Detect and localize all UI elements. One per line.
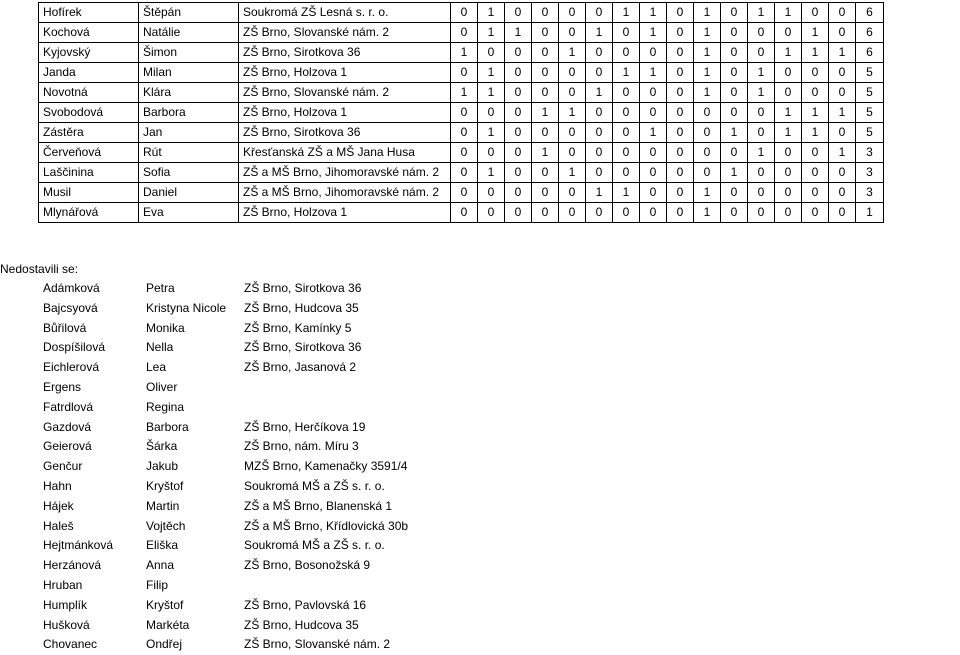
answer-cell: 0 bbox=[559, 183, 586, 203]
answer-cell: 1 bbox=[532, 103, 559, 123]
answer-cell: 0 bbox=[694, 143, 721, 163]
answer-cell: 1 bbox=[748, 63, 775, 83]
answer-cell: 0 bbox=[667, 163, 694, 183]
answer-cell: 0 bbox=[478, 143, 505, 163]
school: ZŠ Brno, nám. Míru 3 bbox=[244, 439, 359, 454]
school: ZŠ Brno, Kamínky 5 bbox=[244, 320, 352, 335]
last-name: Gazdová bbox=[43, 419, 92, 434]
answer-cell: 0 bbox=[775, 63, 802, 83]
last-name-cell: Hofírek bbox=[39, 3, 139, 23]
answer-cell: 0 bbox=[829, 183, 856, 203]
last-name: Hejtmánková bbox=[43, 538, 114, 553]
first-name: Barbora bbox=[146, 419, 189, 434]
school-cell: ZŠ Brno, Sirotkova 36 bbox=[239, 43, 451, 63]
answer-cell: 0 bbox=[829, 3, 856, 23]
answer-cell: 1 bbox=[829, 103, 856, 123]
answer-cell: 1 bbox=[478, 83, 505, 103]
last-name: Herzánová bbox=[43, 558, 102, 573]
answer-cell: 1 bbox=[478, 123, 505, 143]
answer-cell: 0 bbox=[829, 163, 856, 183]
answer-cell: 0 bbox=[505, 63, 532, 83]
first-name-cell: Eva bbox=[139, 203, 239, 223]
answer-cell: 1 bbox=[586, 23, 613, 43]
answer-cell: 0 bbox=[640, 103, 667, 123]
answer-cell: 0 bbox=[667, 43, 694, 63]
school: ZŠ Brno, Slovanské nám. 2 bbox=[244, 637, 391, 652]
school: ZŠ Brno, Jasanová 2 bbox=[244, 360, 357, 375]
answer-cell: 0 bbox=[748, 23, 775, 43]
answer-cell: 1 bbox=[505, 23, 532, 43]
last-name: Humplík bbox=[43, 597, 88, 612]
table-row bbox=[39, 43, 884, 63]
first-name: Filip bbox=[146, 577, 169, 592]
answer-cell: 0 bbox=[451, 143, 478, 163]
first-name: Markéta bbox=[146, 617, 190, 632]
answer-cell: 0 bbox=[667, 23, 694, 43]
answer-cell: 0 bbox=[802, 183, 829, 203]
first-name: Nella bbox=[146, 340, 174, 355]
school-cell: ZŠ Brno, Slovanské nám. 2 bbox=[239, 23, 451, 43]
last-name: Bajcsyová bbox=[43, 300, 98, 315]
answer-cell: 1 bbox=[478, 3, 505, 23]
answer-cell: 1 bbox=[829, 43, 856, 63]
last-name-cell: Kochová bbox=[39, 23, 139, 43]
answer-cell: 0 bbox=[505, 123, 532, 143]
table-row bbox=[39, 3, 884, 23]
answer-cell: 0 bbox=[559, 123, 586, 143]
answer-cell: 0 bbox=[505, 203, 532, 223]
answer-cell: 0 bbox=[721, 203, 748, 223]
total-score-cell: 1 bbox=[856, 203, 884, 223]
answer-cell: 1 bbox=[586, 83, 613, 103]
answer-cell: 1 bbox=[478, 23, 505, 43]
answer-cell: 1 bbox=[802, 123, 829, 143]
school-cell: ZŠ a MŠ Brno, Jihomoravské nám. 2 bbox=[239, 163, 451, 183]
school-cell: ZŠ a MŠ Brno, Jihomoravské nám. 2 bbox=[239, 183, 451, 203]
answer-cell: 0 bbox=[478, 43, 505, 63]
answer-cell: 0 bbox=[721, 43, 748, 63]
first-name: Kryštof bbox=[146, 478, 184, 493]
answer-cell: 1 bbox=[613, 3, 640, 23]
answer-cell: 1 bbox=[748, 143, 775, 163]
first-name-cell: Šimon bbox=[139, 43, 239, 63]
answer-cell: 0 bbox=[748, 103, 775, 123]
last-name-cell: Kyjovský bbox=[39, 43, 139, 63]
answer-cell: 1 bbox=[802, 103, 829, 123]
table-row bbox=[39, 203, 884, 223]
answer-cell: 1 bbox=[478, 163, 505, 183]
answer-cell: 1 bbox=[640, 23, 667, 43]
school: ZŠ Brno, Hudcova 35 bbox=[244, 617, 359, 632]
answer-cell: 1 bbox=[613, 183, 640, 203]
answer-cell: 1 bbox=[451, 83, 478, 103]
answer-cell: 1 bbox=[694, 83, 721, 103]
answer-cell: 1 bbox=[694, 63, 721, 83]
last-name-cell: Janda bbox=[39, 63, 139, 83]
school: ZŠ Brno, Sirotkova 36 bbox=[244, 340, 362, 355]
answer-cell: 0 bbox=[451, 63, 478, 83]
table-row bbox=[39, 163, 884, 183]
answer-cell: 1 bbox=[775, 43, 802, 63]
answer-cell: 1 bbox=[559, 43, 586, 63]
answer-cell: 0 bbox=[667, 83, 694, 103]
answer-cell: 0 bbox=[829, 83, 856, 103]
school-cell: ZŠ Brno, Sirotkova 36 bbox=[239, 123, 451, 143]
answer-cell: 0 bbox=[451, 3, 478, 23]
answer-cell: 0 bbox=[802, 3, 829, 23]
first-name: Kristyna Nicole bbox=[146, 300, 227, 315]
answer-cell: 1 bbox=[559, 103, 586, 123]
answer-cell: 0 bbox=[505, 183, 532, 203]
school: ZŠ Brno, Bosonožská 9 bbox=[244, 558, 371, 573]
school: MZŠ Brno, Kamenačky 3591/4 bbox=[244, 459, 408, 474]
answer-cell: 0 bbox=[451, 103, 478, 123]
answer-cell: 0 bbox=[478, 203, 505, 223]
first-name: Regina bbox=[146, 399, 185, 414]
first-name: Ondřej bbox=[146, 637, 183, 652]
answer-cell: 0 bbox=[667, 103, 694, 123]
answer-cell: 0 bbox=[532, 43, 559, 63]
answer-cell: 0 bbox=[748, 183, 775, 203]
answer-cell: 0 bbox=[802, 83, 829, 103]
answer-cell: 1 bbox=[829, 143, 856, 163]
answer-cell: 0 bbox=[451, 183, 478, 203]
table-row bbox=[39, 143, 884, 163]
first-name-cell: Jan bbox=[139, 123, 239, 143]
first-name-cell: Štěpán bbox=[139, 3, 239, 23]
first-name: Anna bbox=[146, 558, 175, 573]
answer-cell: 1 bbox=[613, 63, 640, 83]
total-score-cell: 5 bbox=[856, 63, 884, 83]
total-score-cell: 3 bbox=[856, 183, 884, 203]
school-cell: Soukromá ZŠ Lesná s. r. o. bbox=[239, 3, 451, 23]
table-row bbox=[39, 183, 884, 203]
school: ZŠ Brno, Herčíkova 19 bbox=[244, 419, 366, 434]
total-score-cell: 3 bbox=[856, 143, 884, 163]
last-name: Bůřilová bbox=[43, 320, 87, 335]
answer-cell: 1 bbox=[694, 203, 721, 223]
answer-cell: 1 bbox=[802, 23, 829, 43]
answer-cell: 1 bbox=[451, 43, 478, 63]
answer-cell: 0 bbox=[586, 103, 613, 123]
answer-cell: 0 bbox=[586, 43, 613, 63]
answer-cell: 0 bbox=[721, 103, 748, 123]
answer-cell: 1 bbox=[694, 183, 721, 203]
answer-cell: 1 bbox=[721, 123, 748, 143]
answer-cell: 0 bbox=[640, 203, 667, 223]
answer-cell: 0 bbox=[559, 83, 586, 103]
answer-cell: 0 bbox=[667, 183, 694, 203]
last-name: Dospíšilová bbox=[43, 340, 106, 355]
answer-cell: 0 bbox=[829, 203, 856, 223]
answer-cell: 0 bbox=[721, 143, 748, 163]
school: ZŠ Brno, Sirotkova 36 bbox=[244, 281, 362, 295]
answer-cell: 0 bbox=[802, 63, 829, 83]
answer-cell: 0 bbox=[802, 163, 829, 183]
answer-cell: 0 bbox=[451, 203, 478, 223]
answer-cell: 0 bbox=[613, 23, 640, 43]
last-name-cell: Mlynářová bbox=[39, 203, 139, 223]
total-score-cell: 6 bbox=[856, 43, 884, 63]
answer-cell: 1 bbox=[748, 83, 775, 103]
school-cell: Křesťanská ZŠ a MŠ Jana Husa bbox=[239, 143, 451, 163]
last-name: Adámková bbox=[43, 281, 100, 295]
table-row bbox=[39, 63, 884, 83]
answer-cell: 0 bbox=[640, 83, 667, 103]
school: ZŠ a MŠ Brno, Blanenská 1 bbox=[244, 498, 393, 513]
answer-cell: 0 bbox=[748, 163, 775, 183]
answer-cell: 0 bbox=[667, 63, 694, 83]
answer-cell: 0 bbox=[613, 203, 640, 223]
table-row bbox=[39, 83, 884, 103]
answer-cell: 0 bbox=[613, 83, 640, 103]
answer-cell: 1 bbox=[748, 3, 775, 23]
last-name: Genčur bbox=[43, 459, 83, 474]
last-name: Hruban bbox=[43, 577, 83, 592]
answer-cell: 0 bbox=[532, 123, 559, 143]
answer-cell: 0 bbox=[721, 183, 748, 203]
answer-cell: 0 bbox=[667, 3, 694, 23]
answer-cell: 0 bbox=[505, 83, 532, 103]
answer-cell: 0 bbox=[694, 123, 721, 143]
answer-cell: 0 bbox=[532, 83, 559, 103]
answer-cell: 0 bbox=[451, 163, 478, 183]
first-name: Kryštof bbox=[146, 597, 184, 612]
last-name: Fatrdlová bbox=[43, 399, 94, 414]
first-name: Monika bbox=[146, 320, 185, 335]
answer-cell: 1 bbox=[775, 123, 802, 143]
first-name-cell: Rút bbox=[139, 143, 239, 163]
last-name: Hahn bbox=[43, 478, 72, 493]
answer-cell: 0 bbox=[775, 203, 802, 223]
last-name-cell: Zástěra bbox=[39, 123, 139, 143]
answer-cell: 0 bbox=[640, 143, 667, 163]
school: ZŠ a MŠ Brno, Křídlovická 30b bbox=[244, 518, 409, 533]
answer-cell: 0 bbox=[478, 183, 505, 203]
answer-cell: 0 bbox=[640, 163, 667, 183]
school-cell: ZŠ Brno, Holzova 1 bbox=[239, 103, 451, 123]
answer-cell: 0 bbox=[829, 123, 856, 143]
last-name: Hušková bbox=[43, 617, 90, 632]
answer-cell: 1 bbox=[775, 3, 802, 23]
answer-cell: 0 bbox=[640, 43, 667, 63]
first-name-cell: Daniel bbox=[139, 183, 239, 203]
answer-cell: 0 bbox=[613, 143, 640, 163]
school: ZŠ Brno, Hudcova 35 bbox=[244, 300, 359, 315]
answer-cell: 0 bbox=[532, 203, 559, 223]
first-name: Petra bbox=[146, 281, 175, 295]
first-name-cell: Milan bbox=[139, 63, 239, 83]
answer-cell: 0 bbox=[721, 23, 748, 43]
answer-cell: 0 bbox=[532, 63, 559, 83]
answer-cell: 0 bbox=[694, 163, 721, 183]
answer-cell: 0 bbox=[775, 143, 802, 163]
answer-cell: 0 bbox=[559, 3, 586, 23]
answer-cell: 0 bbox=[478, 103, 505, 123]
answer-cell: 0 bbox=[586, 63, 613, 83]
school-cell: ZŠ Brno, Holzova 1 bbox=[239, 203, 451, 223]
last-name-cell: Musil bbox=[39, 183, 139, 203]
answer-cell: 0 bbox=[748, 203, 775, 223]
last-name: Haleš bbox=[43, 518, 74, 533]
answer-cell: 0 bbox=[559, 63, 586, 83]
answer-cell: 0 bbox=[775, 183, 802, 203]
last-name: Ergens bbox=[43, 379, 82, 394]
answer-cell: 0 bbox=[586, 203, 613, 223]
answer-cell: 0 bbox=[586, 123, 613, 143]
table-row bbox=[39, 123, 884, 143]
total-score-cell: 5 bbox=[856, 83, 884, 103]
answer-cell: 0 bbox=[586, 163, 613, 183]
answer-cell: 0 bbox=[532, 183, 559, 203]
answer-cell: 1 bbox=[586, 183, 613, 203]
answer-cell: 0 bbox=[451, 123, 478, 143]
answer-cell: 0 bbox=[829, 23, 856, 43]
answer-cell: 0 bbox=[748, 123, 775, 143]
answer-cell: 0 bbox=[829, 63, 856, 83]
table-row bbox=[39, 103, 884, 123]
answer-cell: 0 bbox=[613, 103, 640, 123]
answer-cell: 0 bbox=[775, 163, 802, 183]
school: ZŠ Brno, Pavlovská 16 bbox=[244, 597, 367, 612]
total-score-cell: 5 bbox=[856, 103, 884, 123]
answer-cell: 0 bbox=[667, 143, 694, 163]
last-name: Hájek bbox=[43, 498, 74, 513]
answer-cell: 0 bbox=[802, 143, 829, 163]
answer-cell: 1 bbox=[694, 43, 721, 63]
absent-heading: Nedostavili se: bbox=[0, 262, 79, 276]
first-name: Vojtěch bbox=[146, 518, 186, 533]
first-name: Oliver bbox=[146, 379, 178, 394]
answer-cell: 1 bbox=[478, 63, 505, 83]
answer-cell: 1 bbox=[559, 163, 586, 183]
total-score-cell: 5 bbox=[856, 123, 884, 143]
answer-cell: 1 bbox=[640, 3, 667, 23]
answer-cell: 0 bbox=[586, 143, 613, 163]
answer-cell: 0 bbox=[505, 103, 532, 123]
answer-cell: 0 bbox=[586, 3, 613, 23]
last-name-cell: Laščinina bbox=[39, 163, 139, 183]
total-score-cell: 3 bbox=[856, 163, 884, 183]
answer-cell: 0 bbox=[613, 123, 640, 143]
answer-cell: 1 bbox=[640, 123, 667, 143]
answer-cell: 0 bbox=[775, 83, 802, 103]
answer-cell: 1 bbox=[532, 143, 559, 163]
answer-cell: 0 bbox=[559, 203, 586, 223]
last-name: Geierová bbox=[43, 439, 92, 454]
answer-cell: 1 bbox=[721, 163, 748, 183]
answer-cell: 0 bbox=[559, 143, 586, 163]
answer-cell: 0 bbox=[721, 83, 748, 103]
first-name-cell: Natálie bbox=[139, 23, 239, 43]
answer-cell: 1 bbox=[640, 63, 667, 83]
answer-cell: 0 bbox=[775, 23, 802, 43]
first-name: Eliška bbox=[146, 538, 179, 553]
first-name: Martin bbox=[146, 498, 180, 513]
first-name-cell: Klára bbox=[139, 83, 239, 103]
answer-cell: 0 bbox=[451, 23, 478, 43]
answer-cell: 0 bbox=[667, 203, 694, 223]
first-name: Šárka bbox=[146, 439, 178, 454]
answer-cell: 0 bbox=[721, 3, 748, 23]
answer-cell: 0 bbox=[613, 163, 640, 183]
first-name-cell: Sofia bbox=[139, 163, 239, 183]
answer-cell: 0 bbox=[694, 103, 721, 123]
last-name: Eichlerová bbox=[43, 360, 100, 375]
first-name: Jakub bbox=[146, 459, 179, 474]
answer-cell: 1 bbox=[802, 43, 829, 63]
last-name: Chovanec bbox=[43, 637, 98, 652]
table-row bbox=[39, 23, 884, 43]
total-score-cell: 6 bbox=[856, 23, 884, 43]
school-cell: ZŠ Brno, Holzova 1 bbox=[239, 63, 451, 83]
total-score-cell: 6 bbox=[856, 3, 884, 23]
answer-cell: 0 bbox=[505, 143, 532, 163]
answer-cell: 0 bbox=[505, 163, 532, 183]
answer-cell: 0 bbox=[667, 123, 694, 143]
answer-cell: 0 bbox=[532, 3, 559, 23]
school: Soukromá MŠ a ZŠ s. r. o. bbox=[244, 538, 385, 553]
answer-cell: 0 bbox=[802, 203, 829, 223]
answer-cell: 0 bbox=[532, 23, 559, 43]
answer-cell: 1 bbox=[694, 3, 721, 23]
answer-cell: 0 bbox=[721, 63, 748, 83]
first-name-cell: Barbora bbox=[139, 103, 239, 123]
results-table bbox=[38, 2, 884, 223]
last-name-cell: Červeňová bbox=[39, 143, 139, 163]
first-name: Lea bbox=[146, 360, 167, 375]
answer-cell: 0 bbox=[505, 3, 532, 23]
results-table-body bbox=[39, 3, 884, 223]
answer-cell: 0 bbox=[613, 43, 640, 63]
answer-cell: 1 bbox=[694, 23, 721, 43]
school-cell: ZŠ Brno, Slovanské nám. 2 bbox=[239, 83, 451, 103]
last-name-cell: Novotná bbox=[39, 83, 139, 103]
answer-cell: 0 bbox=[505, 43, 532, 63]
answer-cell: 0 bbox=[640, 183, 667, 203]
answer-cell: 1 bbox=[775, 103, 802, 123]
school: Soukromá MŠ a ZŠ s. r. o. bbox=[244, 478, 385, 493]
answer-cell: 0 bbox=[748, 43, 775, 63]
answer-cell: 0 bbox=[559, 23, 586, 43]
answer-cell: 0 bbox=[532, 163, 559, 183]
last-name-cell: Svobodová bbox=[39, 103, 139, 123]
